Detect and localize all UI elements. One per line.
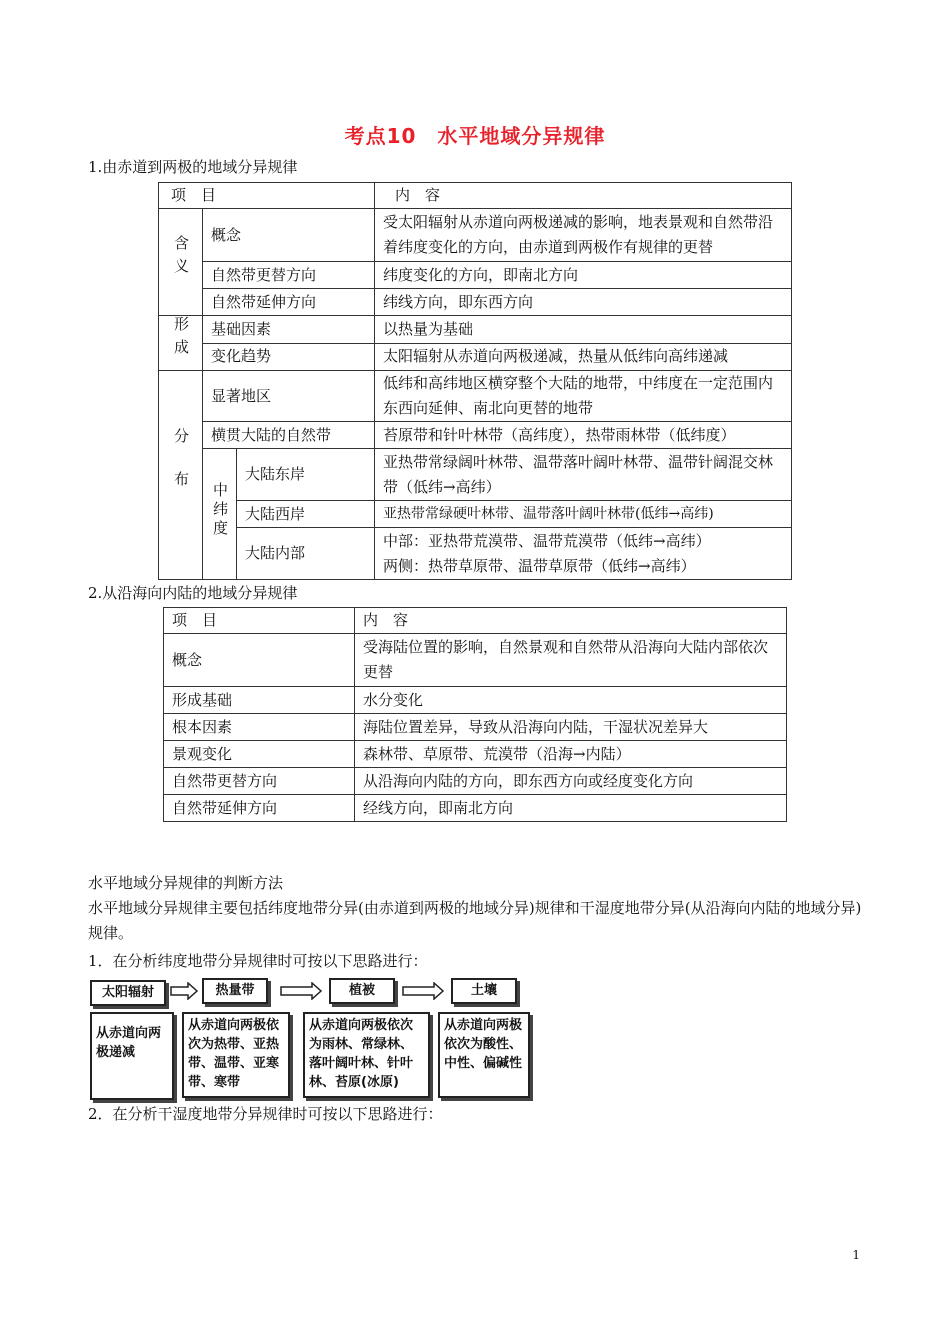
row-label: 大陆西岸 [237, 501, 375, 528]
row-label: 概念 [203, 209, 375, 262]
content-line: 中部：亚热带荒漠带、温带荒漠带（低纬→高纬） [383, 531, 711, 550]
row-content: 亚热带常绿阔叶林带、温带落叶阔叶林带、温带针阔混交林带（低纬→高纬） [375, 449, 792, 501]
page-title: 考点10 水平地域分异规律 [344, 124, 606, 148]
flow-body-vegetation: 从赤道向两极依次为雨林、常绿林、落叶阔叶林、针叶林、苔原(冰原) [303, 1012, 430, 1098]
row-label: 形成基础 [164, 687, 355, 714]
flow-body-soil: 从赤道向两极依次为酸性、中性、偏碱性 [438, 1012, 530, 1098]
row-label: 大陆东岸 [237, 449, 375, 501]
flow-body-solar: 从赤道向两极递减 [90, 1012, 174, 1100]
method-step1: 1．在分析纬度地带分异规律时可按以下思路进行： [88, 952, 428, 970]
row-content: 水分变化 [355, 687, 787, 714]
row-content: 亚热带常绿硬叶林带、温带落叶阔叶林带(低纬→高纬) [375, 501, 792, 528]
row-label: 自然带延伸方向 [164, 795, 355, 822]
row-content: 经线方向，即南北方向 [355, 795, 787, 822]
row-content: 海陆位置差异，导致从沿海向内陆，干湿状况差异大 [355, 714, 787, 741]
arrow-icon [280, 982, 322, 1000]
method-heading: 水平地域分异规律的判断方法 [88, 874, 284, 892]
row-label: 自然带更替方向 [203, 262, 375, 289]
header-item: 项 目 [164, 608, 355, 634]
page-number: 1 [852, 1248, 860, 1262]
section2-heading: 2.从沿海向内陆的地域分异规律 [88, 584, 298, 602]
row-content: 受海陆位置的影响，自然景观和自然带从沿海向大陆内部依次更替 [355, 634, 787, 687]
row-label: 根本因素 [164, 714, 355, 741]
method-step2: 2．在分析干湿度地带分异规律时可按以下思路进行： [88, 1105, 443, 1123]
row-label: 变化趋势 [203, 343, 375, 371]
header-item: 项 目 [159, 183, 375, 209]
header-content: 内 容 [355, 608, 787, 634]
flow-head-soil: 土壤 [451, 978, 517, 1004]
content-line: 两侧：热带草原带、温带草原带（低纬→高纬） [383, 556, 696, 575]
group-zhongweidu: 中纬度 [203, 449, 237, 580]
header-content: 内 容 [375, 183, 792, 209]
flow-head-solar: 太阳辐射 [90, 980, 166, 1006]
row-label: 概念 [164, 634, 355, 687]
row-content [375, 528, 792, 580]
row-label: 基础因素 [203, 316, 375, 344]
row-label: 景观变化 [164, 741, 355, 768]
arrow-icon [170, 982, 198, 1000]
row-label: 自然带更替方向 [164, 768, 355, 795]
latitudinal-table [158, 182, 792, 580]
row-content: 苔原带和针叶林带（高纬度），热带雨林带（低纬度） [375, 422, 792, 449]
coastal-table [163, 607, 787, 822]
row-content: 低纬和高纬地区横穿整个大陆的地带，中纬度在一定范围内东西向延伸、南北向更替的地带 [375, 371, 792, 422]
row-content: 受太阳辐射从赤道向两极递减的影响，地表景观和自然带沿着纬度变化的方向，由赤道到两极作有规律的更替 [375, 209, 792, 262]
row-content: 从沿海向内陆的方向，即东西方向或经度变化方向 [355, 768, 787, 795]
flow-head-vegetation: 植被 [329, 978, 395, 1004]
flow-head-heat: 热量带 [202, 978, 268, 1004]
arrow-icon [402, 982, 444, 1000]
group-hanyi: 含义 [159, 209, 203, 316]
row-label: 大陆内部 [237, 528, 375, 580]
section1-heading: 1.由赤道到两极的地域分异规律 [88, 158, 298, 176]
group-xingcheng: 形成 [159, 316, 203, 371]
row-label: 显著地区 [203, 371, 375, 422]
row-content: 太阳辐射从赤道向两极递减，热量从低纬向高纬递减 [375, 343, 792, 371]
row-label: 横贯大陆的自然带 [203, 422, 375, 449]
group-fenbu: 分布 [159, 371, 203, 580]
method-intro: 水平地域分异规律主要包括纬度地带分异(由赤道到两极的地域分异)规律和干湿度地带分异(从沿海向内陆的地域分异)规律。 [88, 899, 862, 942]
flow-body-heat: 从赤道向两极依次为热带、亚热带、温带、亚寒带、寒带 [182, 1012, 290, 1098]
row-content: 纬度变化的方向，即南北方向 [375, 262, 792, 289]
row-content: 森林带、草原带、荒漠带（沿海→内陆） [355, 741, 787, 768]
row-content: 纬线方向，即东西方向 [375, 289, 792, 316]
row-label: 自然带延伸方向 [203, 289, 375, 316]
row-content: 以热量为基础 [375, 316, 792, 344]
